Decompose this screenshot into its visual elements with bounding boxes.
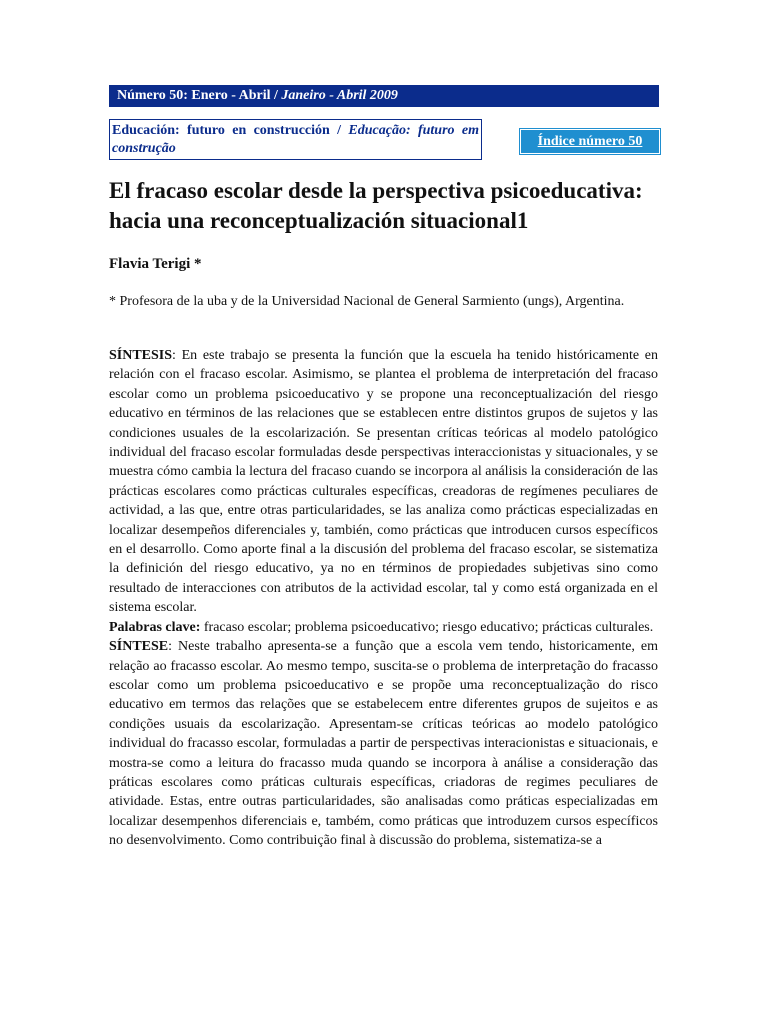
abstract-section	[109, 346, 658, 851]
abstract-pt-text: : Neste trabalho apresenta-se a função que a escola vem tendo, historicamente, em relação ao fracasso escolar. Ao mesmo tempo, suscita-se o problema de interpretação do fracasso escolar como um problema psicoeducativo e se propõe uma reconceptualização do risco educativo em termos das relações que se estabelecem entre diferentes grupos de sujeitos e as condições usuais da escolarização. Apresentam-se críticas teóricas ao modelo patológico individual do fracasso escolar, formuladas a partir de perspectivas interacionistas e situacionais, e mostra-se como a leitura do fracasso muda quando se incorpora à análise a consideração das práticas escolares como práticas culturais específicas, criadoras de regimes peculiares de atividade. Estas, entre outras particularidades, são analisadas como práticas especializadas em localizar desempenhos diferenciais e, também, como práticas que introduzem cursos específicos no desenvolvimento. Como contribuição final à discussão do problema, sistematiza-se a	[109, 639, 658, 849]
issue-title: Número 50: Enero - Abril /	[117, 88, 282, 103]
abstract-es-text: : En este trabajo se presenta la función que la escuela ha tenido históricamente en relación con el fracaso escolar. Asimismo, se plantea el problema de interpretación del fracaso escolar como un problema psicoeducativo y se propone una reconceptualización del riesgo educativo en términos de las relaciones que se establecen entre distintos grupos de sujetos y las condiciones usuales de la escolarización. Se presentan críticas teóricas al modelo patológico individual del fracaso escolar formuladas desde perspectivas interaccionistas y situacionales, y se muestra cómo cambia la lectura del fracaso cuando se incorpora al análisis la consideración de las prácticas escolares como prácticas culturales específicas, creadoras de regímenes peculiares de actividad, a las que, entre otras particularidades, se las analiza como prácticas especializadas en localizar desempeños diferenciales y, también, como prácticas que introducen cursos específicos en el desarrollo. Como aporte final a la discusión del problema del fracaso escolar, se sistematiza la definición del riesgo educativo, ya no en términos de propiedades subjetivas sino como resultado de interacciones con atributos de la actividad escolar, tal y como está organizada en el sistema escolar.	[109, 348, 658, 616]
section-heading-box	[109, 119, 482, 160]
issue-header-bar	[109, 85, 659, 107]
abstract-es-label: SÍNTESIS	[109, 348, 173, 363]
article-author: Flavia Terigi *	[109, 256, 202, 272]
keywords-label: Palabras clave:	[109, 619, 201, 635]
section-title-pt: Educação: futuro em construção	[112, 123, 480, 156]
abstract-pt-label: SÍNTESE	[109, 639, 169, 655]
article-title: El fracaso escolar desde la perspectiva psicoeducativa: hacia una reconceptualización situacional1	[109, 178, 643, 233]
issue-title-alt: Janeiro - Abril 2009	[281, 88, 398, 103]
author-affiliation: * Profesora de la uba y de la Universidad Nacional de General Sarmiento (ungs), Argentina.	[109, 294, 625, 309]
index-link-button[interactable]: Índice número 50	[520, 129, 660, 154]
abstract-es	[109, 346, 658, 618]
abstract-pt	[109, 637, 658, 850]
section-title-es: Educación: futuro en construcción /	[112, 123, 349, 138]
keywords	[109, 618, 658, 637]
keywords-text: fracaso escolar; problema psicoeducativo; riesgo educativo; prácticas culturales.	[200, 619, 654, 635]
